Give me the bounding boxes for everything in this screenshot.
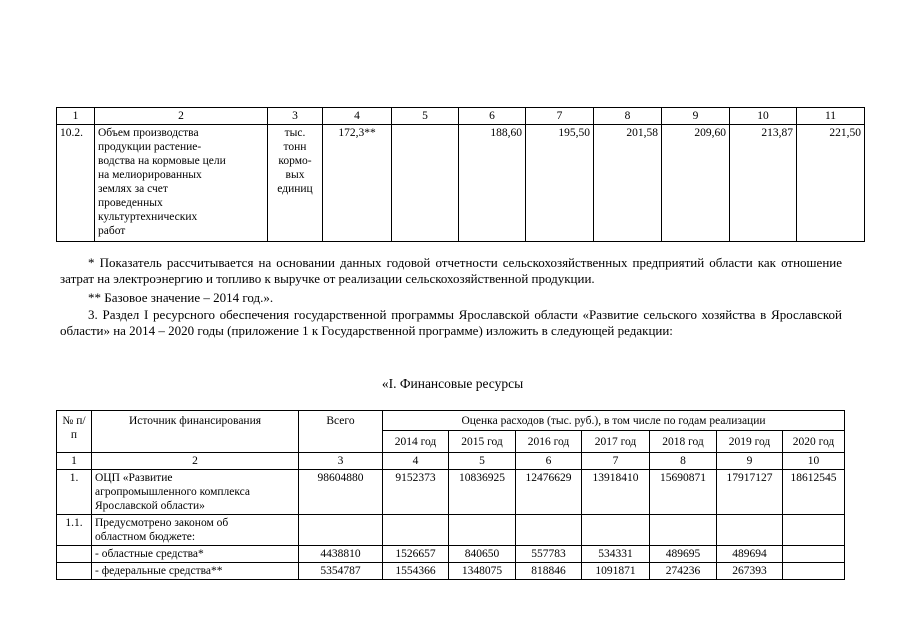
value-cell (650, 515, 717, 546)
indicator-table (56, 107, 865, 242)
table-header-row (57, 411, 845, 431)
table-row (57, 546, 845, 563)
value-cell (449, 515, 516, 546)
header-estimate: Оценка расходов (тыс. руб.), в том числе по годам реализации (383, 411, 845, 431)
value-cell: 1526657 (383, 546, 449, 563)
value-cell: 489695 (650, 546, 717, 563)
value-cell: 1091871 (582, 563, 650, 580)
header-cell: 10 (730, 108, 797, 125)
value-cell: 201,58 (594, 125, 662, 242)
header-cell: 8 (594, 108, 662, 125)
year-header: 2016 год (516, 431, 582, 453)
footnote-1: * Показатель рассчитывается на основании данных годовой отчетности сельскохозяйственных предприятий области как отношение затрат на электроэнергию и топливо к выручке от реализации сельскохозяйственной продукции. (60, 255, 842, 286)
value-cell: 818846 (516, 563, 582, 580)
index-cell: 10 (783, 453, 845, 470)
row-number: 1. (57, 470, 92, 515)
year-header: 2014 год (383, 431, 449, 453)
header-cell: 1 (57, 108, 95, 125)
index-cell: 6 (516, 453, 582, 470)
value-cell (717, 515, 783, 546)
value-cell: 188,60 (459, 125, 526, 242)
header-number: № п/п (57, 411, 92, 453)
text-line: проведенных (98, 197, 163, 209)
index-cell: 8 (650, 453, 717, 470)
year-header: 2017 год (582, 431, 650, 453)
value-cell (383, 515, 449, 546)
source-name: - областные средства* (92, 546, 299, 563)
header-cell: 6 (459, 108, 526, 125)
year-header: 2015 год (449, 431, 516, 453)
text-line: Объем производства (98, 127, 199, 139)
value-cell: 489694 (717, 546, 783, 563)
value-cell: 12476629 (516, 470, 582, 515)
value-cell (516, 515, 582, 546)
value-cell: 5354787 (299, 563, 383, 580)
index-cell: 9 (717, 453, 783, 470)
value-cell: 267393 (717, 563, 783, 580)
index-cell: 5 (449, 453, 516, 470)
header-cell: 3 (268, 108, 323, 125)
value-cell (783, 563, 845, 580)
text-line: единиц (277, 183, 313, 195)
value-cell: 18612545 (783, 470, 845, 515)
value-cell: 840650 (449, 546, 516, 563)
value-cell: 274236 (650, 563, 717, 580)
index-cell: 7 (582, 453, 650, 470)
value-cell: 213,87 (730, 125, 797, 242)
table-row (57, 563, 845, 580)
indicator-name (95, 125, 268, 242)
value-cell: 9152373 (383, 470, 449, 515)
value-cell (299, 515, 383, 546)
source-name (92, 515, 299, 546)
value-cell: 1348075 (449, 563, 516, 580)
finance-table (56, 410, 845, 580)
value-cell (582, 515, 650, 546)
text-line: Ярославской области» (95, 500, 205, 512)
text-line: работ (98, 225, 126, 237)
header-source: Источник финансирования (92, 411, 299, 453)
value-cell: 4438810 (299, 546, 383, 563)
value-cell: 209,60 (662, 125, 730, 242)
text-line: областном бюджете: (95, 531, 196, 543)
value-cell: 1554366 (383, 563, 449, 580)
table-row (57, 515, 845, 546)
text-line: водства на кормовые цели (98, 155, 226, 167)
value-cell: 172,3** (323, 125, 392, 242)
section-title: «I. Финансовые ресурсы (381, 376, 524, 391)
header-total: Всего (299, 411, 383, 453)
year-header: 2020 год (783, 431, 845, 453)
table-header-row (57, 108, 865, 125)
header-cell: 2 (95, 108, 268, 125)
text-line: ОЦП «Развитие (95, 472, 173, 484)
value-cell: 195,50 (526, 125, 594, 242)
year-header: 2019 год (717, 431, 783, 453)
value-cell: 98604880 (299, 470, 383, 515)
unit-cell (268, 125, 323, 242)
table-row (57, 470, 845, 515)
value-cell (783, 546, 845, 563)
text-line: Предусмотрено законом об (95, 517, 229, 529)
value-cell: 221,50 (797, 125, 865, 242)
table-index-row (57, 453, 845, 470)
header-cell: 4 (323, 108, 392, 125)
header-cell: 5 (392, 108, 459, 125)
text-line: тыс. (284, 127, 306, 139)
text-line: землях за счет (98, 183, 168, 195)
value-cell (783, 515, 845, 546)
year-header: 2018 год (650, 431, 717, 453)
index-cell: 4 (383, 453, 449, 470)
index-cell: 1 (57, 453, 92, 470)
source-name (92, 470, 299, 515)
text-line: продукции растение- (98, 141, 202, 153)
value-cell: 557783 (516, 546, 582, 563)
index-cell: 2 (92, 453, 299, 470)
row-number: 1.1. (57, 515, 92, 546)
value-cell: 10836925 (449, 470, 516, 515)
row-number (57, 563, 92, 580)
row-number: 10.2. (57, 125, 95, 242)
source-name: - федеральные средства** (92, 563, 299, 580)
value-cell (392, 125, 459, 242)
value-cell: 13918410 (582, 470, 650, 515)
text-line: кормо- (278, 155, 312, 167)
header-cell: 11 (797, 108, 865, 125)
row-number (57, 546, 92, 563)
header-cell: 7 (526, 108, 594, 125)
amendment-paragraph: 3. Раздел I ресурсного обеспечения государственной программы Ярославской области «Развитие сельского хозяйства в Ярославской области» на 2014 – 2020 годы (приложение 1 к Государственной программе) изложить в следующей редакции: (60, 307, 842, 338)
header-cell: 9 (662, 108, 730, 125)
text-line: на мелиорированных (98, 169, 202, 181)
value-cell: 17917127 (717, 470, 783, 515)
footnote-2: ** Базовое значение – 2014 год.». (88, 290, 274, 305)
value-cell: 15690871 (650, 470, 717, 515)
text-line: культуртехнических (98, 211, 198, 223)
value-cell: 534331 (582, 546, 650, 563)
table-row (57, 125, 865, 242)
index-cell: 3 (299, 453, 383, 470)
text-line: тонн (283, 141, 307, 153)
text-line: вых (285, 169, 305, 181)
text-line: агропромышленного комплекса (95, 486, 251, 498)
